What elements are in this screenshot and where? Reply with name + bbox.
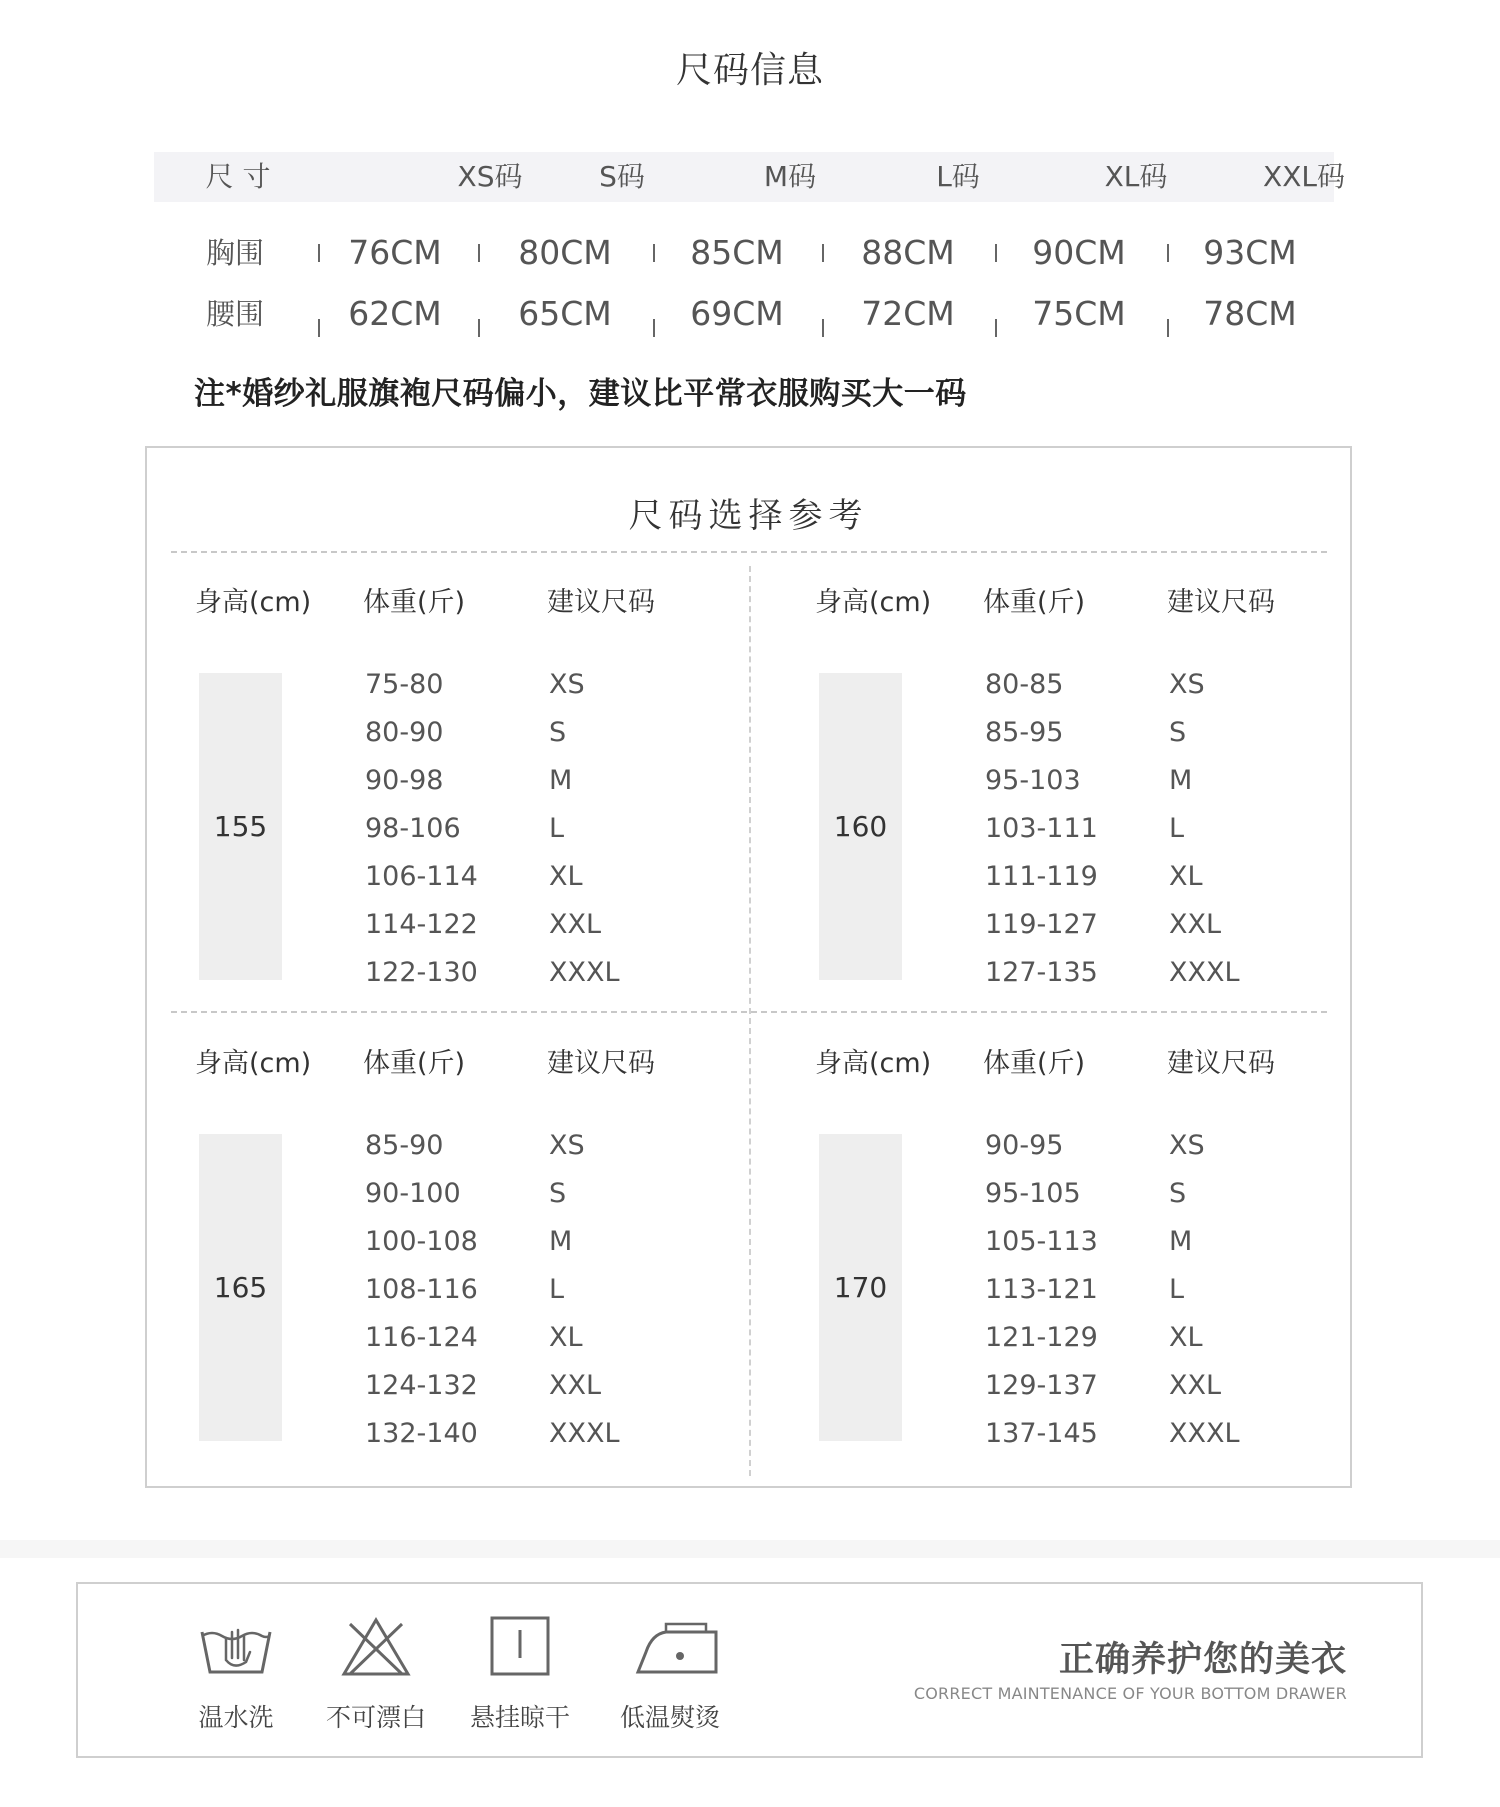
divider [318, 319, 320, 337]
size-value: 65CM [518, 294, 612, 333]
weight-range: 122-130 [365, 957, 478, 988]
table-row [147, 1266, 747, 1314]
suggested-size: XS [1169, 669, 1205, 700]
table-row [147, 757, 747, 805]
weight-range: 127-135 [985, 957, 1098, 988]
size-header-xl: XL码 [1104, 160, 1168, 193]
suggested-size: XL [549, 861, 583, 892]
col-header-height: 身高(cm) [815, 1048, 932, 1079]
reference-block-170 [767, 1044, 1367, 1504]
weight-range: 105-113 [985, 1226, 1098, 1257]
table-row [767, 1362, 1367, 1410]
size-value: 90CM [1032, 233, 1126, 272]
size-header-m: M码 [763, 160, 817, 193]
table-row [147, 805, 747, 853]
suggested-size: XXL [1169, 1370, 1222, 1401]
weight-range: 124-132 [365, 1370, 478, 1401]
table-row [147, 1170, 747, 1218]
weight-range: 119-127 [985, 909, 1098, 940]
divider [995, 244, 997, 262]
weight-range: 90-95 [985, 1130, 1064, 1161]
divider [822, 319, 824, 337]
dashed-divider [171, 551, 1327, 553]
table-row [767, 1410, 1367, 1458]
weight-range: 111-119 [985, 861, 1098, 892]
weight-range: 90-98 [365, 765, 444, 796]
divider [1167, 319, 1169, 337]
reference-title: 尺码选择参考 [628, 496, 869, 536]
table-row [147, 1410, 747, 1458]
table-row [767, 1122, 1367, 1170]
suggested-size: L [1169, 1274, 1185, 1305]
height-value: 160 [833, 810, 888, 843]
col-header-height: 身高(cm) [195, 1048, 312, 1079]
col-header-weight: 体重(斤) [983, 587, 1086, 618]
suggested-size: XL [549, 1322, 583, 1353]
table-row [147, 949, 747, 997]
weight-range: 137-145 [985, 1418, 1098, 1449]
row-label: 胸围 [206, 236, 265, 270]
col-header-size: 建议尺码 [547, 587, 655, 618]
size-row-chest [0, 228, 1500, 278]
size-value: 76CM [348, 233, 442, 272]
size-table-header [154, 152, 1345, 202]
table-row [147, 1362, 747, 1410]
page-title: 尺码信息 [675, 50, 824, 91]
weight-range: 95-105 [985, 1178, 1081, 1209]
table-row [767, 1266, 1367, 1314]
size-value: 88CM [861, 233, 955, 272]
table-row [767, 1314, 1367, 1362]
col-header-height: 身高(cm) [815, 587, 932, 618]
suggested-size: S [1169, 717, 1187, 748]
weight-range: 108-116 [365, 1274, 478, 1305]
size-value: 69CM [690, 294, 784, 333]
suggested-size: XXL [1169, 909, 1222, 940]
table-row [147, 661, 747, 709]
divider [318, 244, 320, 262]
col-header-weight: 体重(斤) [983, 1048, 1086, 1079]
weight-range: 85-90 [365, 1130, 444, 1161]
size-header-l: L码 [936, 160, 980, 193]
table-row [767, 1218, 1367, 1266]
iron-low-icon [630, 1612, 720, 1682]
suggested-size: S [549, 1178, 567, 1209]
weight-range: 121-129 [985, 1322, 1098, 1353]
table-row [767, 853, 1367, 901]
suggested-size: M [1169, 1226, 1193, 1257]
suggested-size: S [1169, 1178, 1187, 1209]
weight-range: 90-100 [365, 1178, 461, 1209]
table-row [147, 1314, 747, 1362]
col-header-size: 建议尺码 [1167, 587, 1275, 618]
weight-range: 116-124 [365, 1322, 478, 1353]
table-row [767, 805, 1367, 853]
divider [478, 319, 480, 337]
divider [1167, 244, 1169, 262]
weight-range: 114-122 [365, 909, 478, 940]
weight-range: 80-85 [985, 669, 1064, 700]
table-row [767, 949, 1367, 997]
care-item-hang-dry [460, 1612, 580, 1742]
suggested-size: XXXL [1169, 1418, 1240, 1449]
divider [995, 319, 997, 337]
care-subtitle: CORRECT MAINTENANCE OF YOUR BOTTOM DRAWER [913, 1684, 1347, 1703]
suggested-size: M [1169, 765, 1193, 796]
size-value: 62CM [348, 294, 442, 333]
weight-range: 106-114 [365, 861, 478, 892]
weight-range: 98-106 [365, 813, 461, 844]
height-value: 165 [213, 1271, 268, 1304]
size-note: 注*婚纱礼服旗袍尺码偏小，建议比平常衣服购买大一码 [194, 376, 967, 412]
divider [653, 319, 655, 337]
care-label: 不可漂白 [325, 1703, 426, 1732]
table-row [147, 901, 747, 949]
size-value: 75CM [1032, 294, 1126, 333]
weight-range: 95-103 [985, 765, 1081, 796]
suggested-size: L [1169, 813, 1185, 844]
reference-block-155 [147, 583, 747, 1043]
weight-range: 100-108 [365, 1226, 478, 1257]
divider [478, 244, 480, 262]
size-value: 80CM [518, 233, 612, 272]
height-value: 155 [213, 810, 268, 843]
divider [822, 244, 824, 262]
care-label: 低温熨烫 [619, 1703, 720, 1732]
size-reference-panel [145, 446, 1352, 1488]
col-header-weight: 体重(斤) [363, 587, 466, 618]
care-item-iron [610, 1612, 730, 1742]
table-row [767, 1170, 1367, 1218]
dashed-divider-vertical [749, 566, 751, 1476]
weight-range: 129-137 [985, 1370, 1098, 1401]
table-row [767, 661, 1367, 709]
weight-range: 132-140 [365, 1418, 478, 1449]
size-header-xxl: XXL码 [1263, 160, 1345, 193]
care-instructions-panel [76, 1582, 1423, 1758]
hang-dry-icon [480, 1612, 560, 1682]
suggested-size: M [549, 1226, 573, 1257]
suggested-size: XXL [549, 1370, 602, 1401]
size-value: 85CM [690, 233, 784, 272]
no-bleach-icon [336, 1612, 416, 1682]
section-divider-band [0, 1540, 1500, 1558]
weight-range: 113-121 [985, 1274, 1098, 1305]
col-header-weight: 体重(斤) [363, 1048, 466, 1079]
care-item-wash [176, 1612, 296, 1742]
size-value: 78CM [1203, 294, 1297, 333]
weight-range: 103-111 [985, 813, 1098, 844]
height-value: 170 [833, 1271, 888, 1304]
col-header-size: 建议尺码 [547, 1048, 655, 1079]
reference-block-160 [767, 583, 1367, 1043]
suggested-size: XS [549, 1130, 585, 1161]
suggested-size: XL [1169, 1322, 1203, 1353]
table-row [147, 853, 747, 901]
weight-range: 75-80 [365, 669, 444, 700]
care-item-no-bleach [316, 1612, 436, 1742]
table-row [767, 757, 1367, 805]
table-row [147, 709, 747, 757]
table-row [147, 1218, 747, 1266]
suggested-size: L [549, 1274, 565, 1305]
suggested-size: XXXL [549, 1418, 620, 1449]
care-label: 温水洗 [198, 1703, 274, 1732]
table-row [767, 901, 1367, 949]
size-row-waist [0, 289, 1500, 339]
suggested-size: XS [549, 669, 585, 700]
row-label: 腰围 [206, 297, 265, 331]
size-value: 72CM [861, 294, 955, 333]
suggested-size: XS [1169, 1130, 1205, 1161]
size-value: 93CM [1203, 233, 1297, 272]
suggested-size: XXL [549, 909, 602, 940]
reference-block-165 [147, 1044, 747, 1504]
weight-range: 85-95 [985, 717, 1064, 748]
divider [653, 244, 655, 262]
col-header-size: 建议尺码 [1167, 1048, 1275, 1079]
suggested-size: XL [1169, 861, 1203, 892]
suggested-size: S [549, 717, 567, 748]
table-row [767, 709, 1367, 757]
care-label: 悬挂晾干 [469, 1703, 570, 1732]
care-title: 正确养护您的美衣 [1058, 1640, 1347, 1680]
col-header-height: 身高(cm) [195, 587, 312, 618]
size-header-s: S码 [599, 160, 645, 193]
size-header-xs: XS码 [457, 160, 523, 193]
suggested-size: XXXL [549, 957, 620, 988]
suggested-size: XXXL [1169, 957, 1240, 988]
weight-range: 80-90 [365, 717, 444, 748]
suggested-size: L [549, 813, 565, 844]
size-header-label: 尺 寸 [205, 160, 271, 193]
wash-warm-water-icon [196, 1612, 276, 1682]
table-row [147, 1122, 747, 1170]
suggested-size: M [549, 765, 573, 796]
